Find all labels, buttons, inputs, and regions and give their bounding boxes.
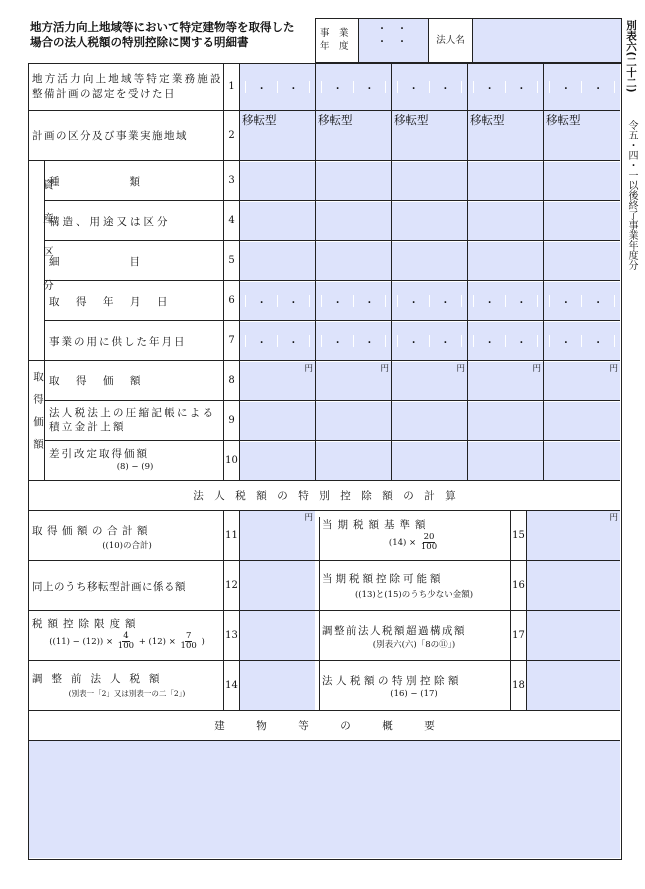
fiscal-end-sep: ・: [377, 37, 387, 48]
row-13-f1-den: 100: [117, 641, 135, 651]
col2-acq-cost[interactable]: [316, 362, 391, 400]
col1-revised-cost[interactable]: [240, 442, 315, 480]
row-6-label: 取 得 年 月 日: [49, 296, 171, 308]
col5-detail[interactable]: [544, 242, 620, 280]
row-7-label: 事業の用に供した年月日: [49, 336, 187, 348]
row-17-label: 調整前法人税額超過構成額: [319, 611, 509, 661]
row-11-no: 11: [223, 511, 239, 561]
col3-structure[interactable]: [392, 202, 467, 240]
row-11-value[interactable]: [239, 511, 315, 560]
row-13-formula: [32, 632, 222, 651]
row-15-sub: (14) ×: [388, 538, 417, 548]
row-13-sub-c: ): [201, 637, 205, 647]
row-1-label: 地方活力向上地域等特定業務施設整備計画の認定を受けた日: [32, 73, 222, 100]
row-6-no: 6: [223, 281, 239, 321]
col4-reserve[interactable]: [468, 402, 543, 440]
col1-use-date[interactable]: ・ ・: [240, 322, 315, 360]
row-7-no: 7: [223, 321, 239, 361]
col1-kind[interactable]: [240, 162, 315, 200]
value-column-1: [239, 64, 315, 481]
row-4-no: 4: [223, 201, 239, 241]
row-12-value[interactable]: [239, 561, 315, 610]
row-2-no: 2: [223, 111, 239, 161]
col3-kind[interactable]: [392, 162, 467, 200]
form-title-line1: 地方活力向上地域等において特定建物等を取得した: [30, 20, 295, 34]
col5-structure[interactable]: [544, 202, 620, 240]
row-14-sub: (別表一「2」又は別表一の二「2」): [68, 689, 186, 698]
col2-revised-cost[interactable]: [316, 442, 391, 480]
fiscal-end-sep2: ・: [397, 37, 407, 48]
row-15-no: 15: [510, 511, 526, 561]
row-13-fraction-2: [181, 632, 197, 651]
row-17-no: 17: [510, 611, 526, 661]
row-18-sub: (16) − (17): [390, 689, 438, 699]
col3-yen: 円: [456, 364, 465, 374]
row-13-fraction-1: [118, 632, 134, 651]
row-13-value[interactable]: [239, 611, 315, 660]
row-13-label: 税額控除限度額: [32, 618, 141, 630]
col3-detail[interactable]: [392, 242, 467, 280]
row-12-label: 同上のうち移転型計画に係る額: [32, 581, 186, 593]
row-15-num: 20: [423, 532, 435, 542]
row-3-label: 種 類: [49, 176, 141, 188]
row-15-formula: [319, 533, 509, 552]
row-1-no: 1: [223, 64, 239, 110]
row-18-label: 法人税額の特別控除額: [319, 661, 509, 711]
col2-structure[interactable]: [316, 202, 391, 240]
fiscal-start-sep2: ・: [397, 24, 407, 35]
row-13-sub-a: ((11) − (12)) ×: [49, 637, 114, 647]
col5-kind[interactable]: [544, 162, 620, 200]
row-13-f2-num: 7: [185, 631, 192, 641]
row-15-yen: 円: [609, 513, 618, 523]
col2-kind[interactable]: [316, 162, 391, 200]
col2-plan-type[interactable]: [316, 111, 391, 160]
col4-detail[interactable]: [468, 242, 543, 280]
calc-title-row: [29, 481, 620, 511]
col3-cert-date[interactable]: ・ ・: [392, 64, 467, 110]
asset-group: [29, 161, 54, 361]
fiscal-year-label-top: 事 業: [320, 28, 349, 39]
col2-yen: 円: [380, 364, 389, 374]
col4-plan-type-value: 移転型: [470, 113, 505, 127]
row-9-no: 9: [223, 401, 239, 441]
col5-revised-cost[interactable]: [544, 442, 620, 480]
col2-acq-date[interactable]: ・ ・: [316, 282, 391, 320]
row-4-label: 構造、用途又は区分: [49, 216, 171, 228]
col5-cert-date[interactable]: ・ ・: [544, 64, 620, 110]
col4-structure[interactable]: [468, 202, 543, 240]
row-18-value[interactable]: [526, 661, 620, 710]
form-number: [624, 20, 638, 110]
era-note: [624, 120, 638, 320]
col3-reserve[interactable]: [392, 402, 467, 440]
col4-kind[interactable]: [468, 162, 543, 200]
form-number-text: 別表六(二十二): [625, 20, 637, 93]
overview-title-row: [29, 711, 620, 741]
value-column-5: [543, 64, 620, 481]
fiscal-year-field[interactable]: [358, 19, 428, 62]
row-13-f1-num: 4: [123, 631, 129, 641]
col5-plan-type[interactable]: [544, 111, 620, 160]
row-13-f2-den: 100: [180, 641, 197, 651]
col2-cert-date[interactable]: ・ ・: [316, 64, 391, 110]
row-17-value[interactable]: [526, 611, 620, 660]
row-10-label: 差引改定取得価額: [49, 448, 149, 460]
row-8-no: 8: [223, 361, 239, 401]
row-14-value[interactable]: [239, 661, 315, 710]
row-10-sub: (8) − (9): [116, 462, 154, 472]
row-11-sub: ((10)の合計): [102, 541, 152, 551]
row-14-no: 14: [223, 661, 239, 711]
col4-yen: 円: [532, 364, 541, 374]
overview-title: 建 物 等 の 概 要: [214, 720, 435, 732]
asset-group-label: [31, 179, 54, 313]
col3-use-date[interactable]: ・ ・: [392, 322, 467, 360]
col5-acq-date[interactable]: ・ ・: [544, 282, 620, 320]
value-column-3: [391, 64, 467, 481]
row-16-value[interactable]: [526, 561, 620, 610]
row-11-label: 取得価額の合計額: [32, 525, 152, 537]
row-13-no: 13: [223, 611, 239, 661]
col1-plan-type[interactable]: [240, 111, 315, 160]
cost-group-text: 取得価額: [32, 371, 44, 461]
form-title: [30, 20, 315, 50]
col4-plan-type[interactable]: [468, 111, 543, 160]
col1-structure[interactable]: [240, 202, 315, 240]
col5-acq-cost[interactable]: [544, 362, 620, 400]
col5-plan-type-value: 移転型: [546, 113, 581, 127]
overview-field[interactable]: [29, 741, 620, 858]
corp-name-label: 法人名: [428, 19, 472, 62]
era-note-text: 令五・四・一以後終了事業年度分: [626, 120, 637, 270]
form-title-line2: 場合の法人税額の特別控除に関する明細書: [30, 35, 249, 49]
calc-row-a: [29, 511, 620, 561]
row-15-value[interactable]: [526, 511, 620, 560]
asset-group-text: 資産区分: [42, 179, 54, 313]
row-16-no: 16: [510, 561, 526, 611]
row-12-no: 12: [223, 561, 239, 611]
col5-yen: 円: [609, 364, 618, 374]
row-16-label: 当期税額控除可能額: [319, 561, 509, 611]
col1-acq-cost[interactable]: [240, 362, 315, 400]
col3-plan-type[interactable]: [392, 111, 467, 160]
row-13-sub-b: + (12) ×: [138, 637, 176, 647]
cost-group: [29, 361, 45, 481]
col2-use-date[interactable]: ・ ・: [316, 322, 391, 360]
header-box: [315, 18, 622, 63]
fiscal-year-label: [320, 27, 349, 53]
col1-acq-date[interactable]: ・ ・: [240, 282, 315, 320]
value-columns: [239, 64, 620, 481]
col4-revised-cost[interactable]: [468, 442, 543, 480]
calc-row-b: [29, 561, 620, 611]
row-8-label: 取 得 価 額: [49, 375, 144, 387]
row-15-label: 当期税額基準額: [319, 517, 509, 561]
fiscal-start-sep: ・: [377, 24, 387, 35]
fiscal-year-label-bottom: 年 度: [320, 41, 349, 52]
col1-yen: 円: [304, 364, 313, 374]
calc-row-c: [29, 611, 620, 661]
col4-acq-date[interactable]: ・ ・: [468, 282, 543, 320]
row-5-label: 細 目: [49, 256, 141, 268]
col1-reserve[interactable]: [240, 402, 315, 440]
col3-plan-type-value: 移転型: [394, 113, 429, 127]
corp-name-field[interactable]: [472, 19, 621, 62]
col5-use-date[interactable]: ・ ・: [544, 322, 620, 360]
row-18-no: 18: [510, 661, 526, 711]
col4-cert-date[interactable]: ・ ・: [468, 64, 543, 110]
row-9-label: 法人税法上の圧縮記帳による積立金計上額: [49, 407, 216, 433]
row-14-label: 調整前法人税額: [32, 673, 169, 685]
col2-plan-type-value: 移転型: [318, 113, 353, 127]
row-10-no: 10: [223, 441, 239, 481]
row-3-no: 3: [223, 161, 239, 201]
row-2-label: 計画の区分及び事業実施地域: [32, 130, 188, 142]
row-17-sub: (別表六(六)「8の⑪」): [372, 640, 456, 650]
row-11-yen: 円: [304, 513, 313, 523]
row-16-sub: ((13)と(15)のうち少ない金額): [354, 590, 474, 600]
col3-acq-date[interactable]: ・ ・: [392, 282, 467, 320]
col1-cert-date[interactable]: ・ ・: [240, 64, 315, 110]
col4-use-date[interactable]: ・ ・: [468, 322, 543, 360]
calc-title: 法 人 税 額 の 特 別 控 除 額 の 計 算: [193, 490, 456, 502]
col4-acq-cost[interactable]: [468, 362, 543, 400]
col2-detail[interactable]: [316, 242, 391, 280]
value-column-4: [467, 64, 543, 481]
col5-reserve[interactable]: [544, 402, 620, 440]
value-column-2: [315, 64, 391, 481]
col1-detail[interactable]: [240, 242, 315, 280]
row-5-no: 5: [223, 241, 239, 281]
col1-plan-type-value: 移転型: [242, 113, 277, 127]
row-15-fraction: [421, 533, 437, 552]
col2-reserve[interactable]: [316, 402, 391, 440]
col3-acq-cost[interactable]: [392, 362, 467, 400]
col3-revised-cost[interactable]: [392, 442, 467, 480]
cost-group-label: [31, 371, 43, 461]
main-form: [28, 63, 622, 860]
calc-row-d: [29, 661, 620, 711]
row-15-den: 100: [420, 542, 438, 552]
